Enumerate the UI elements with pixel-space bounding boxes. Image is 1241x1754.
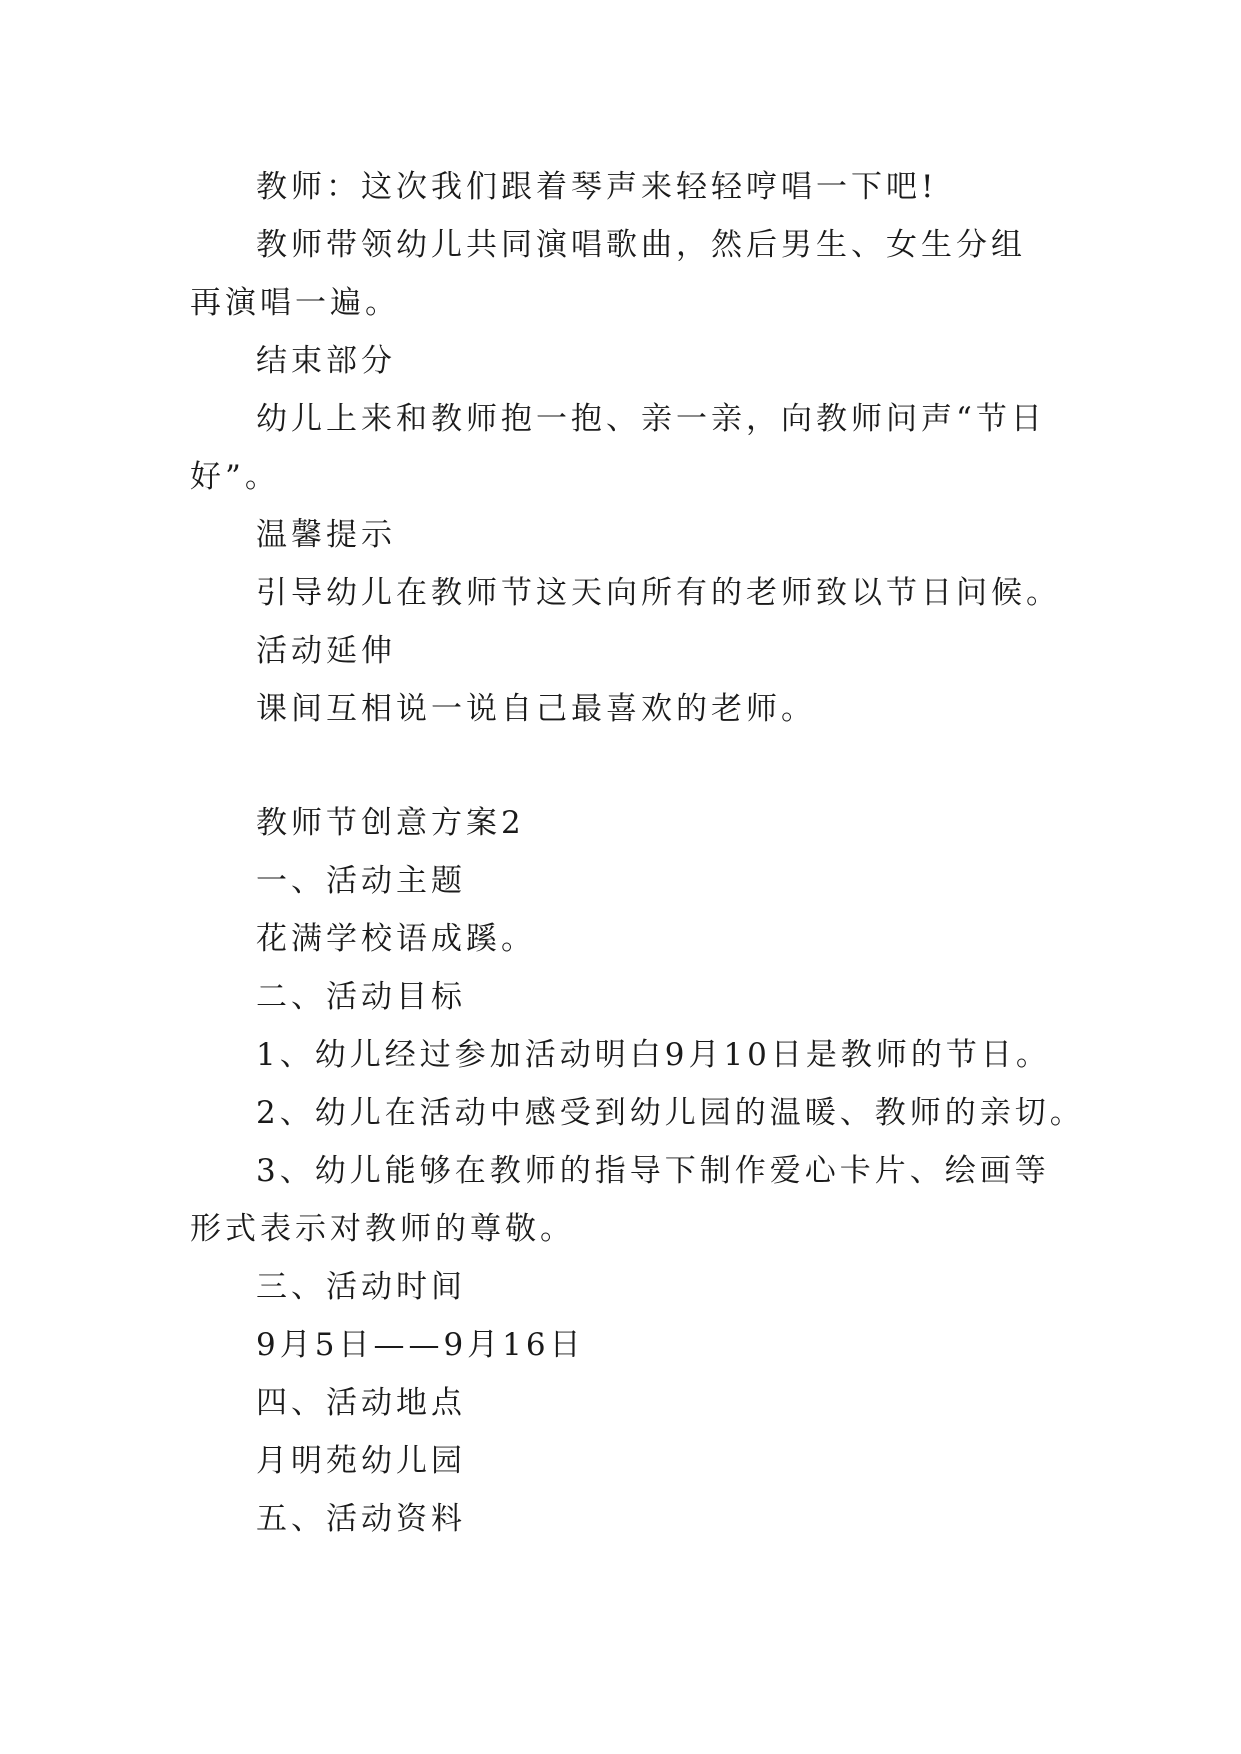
heading-activity-goals: 二、活动目标: [256, 979, 466, 1015]
goal-item-2: 2、幼儿在活动中感受到幼儿园的温暖、教师的亲切。: [256, 1095, 1085, 1131]
paragraph-greeting: 引导幼儿在教师节这天向所有的老师致以节日问候。: [256, 575, 1061, 611]
section-title-plan-2: 教师节创意方案2: [256, 805, 525, 841]
heading-activity-materials: 五、活动资料: [256, 1501, 466, 1537]
paragraph-theme: 花满学校语成蹊。: [256, 921, 536, 957]
paragraph-hug-teacher: 幼儿上来和教师抱一抱、亲一亲，向教师问声“节日好”。: [190, 401, 1046, 495]
heading-activity-theme: 一、活动主题: [256, 863, 466, 899]
goal-item-1: 1、幼儿经过参加活动明白9月10日是教师的节日。: [256, 1037, 1051, 1073]
paragraph-favorite-teacher: 课间互相说一说自己最喜欢的老师。: [256, 691, 816, 727]
heading-activity-location: 四、活动地点: [256, 1385, 466, 1421]
heading-warm-tips: 温馨提示: [256, 517, 396, 553]
paragraph-teacher-humming: 教师：这次我们跟着琴声来轻轻哼唱一下吧!: [256, 169, 938, 205]
heading-ending-section: 结束部分: [256, 343, 396, 379]
paragraph-time-range: 9月5日——9月16日: [256, 1327, 585, 1363]
goal-item-3: 3、幼儿能够在教师的指导下制作爱心卡片、绘画等形式表示对教师的尊敬。: [190, 1153, 1050, 1247]
paragraph-group-singing: 教师带领幼儿共同演唱歌曲，然后男生、女生分组再演唱一遍。: [190, 227, 1026, 321]
paragraph-location: 月明苑幼儿园: [256, 1443, 466, 1479]
heading-activity-extension: 活动延伸: [256, 633, 396, 669]
heading-activity-time: 三、活动时间: [256, 1269, 466, 1305]
